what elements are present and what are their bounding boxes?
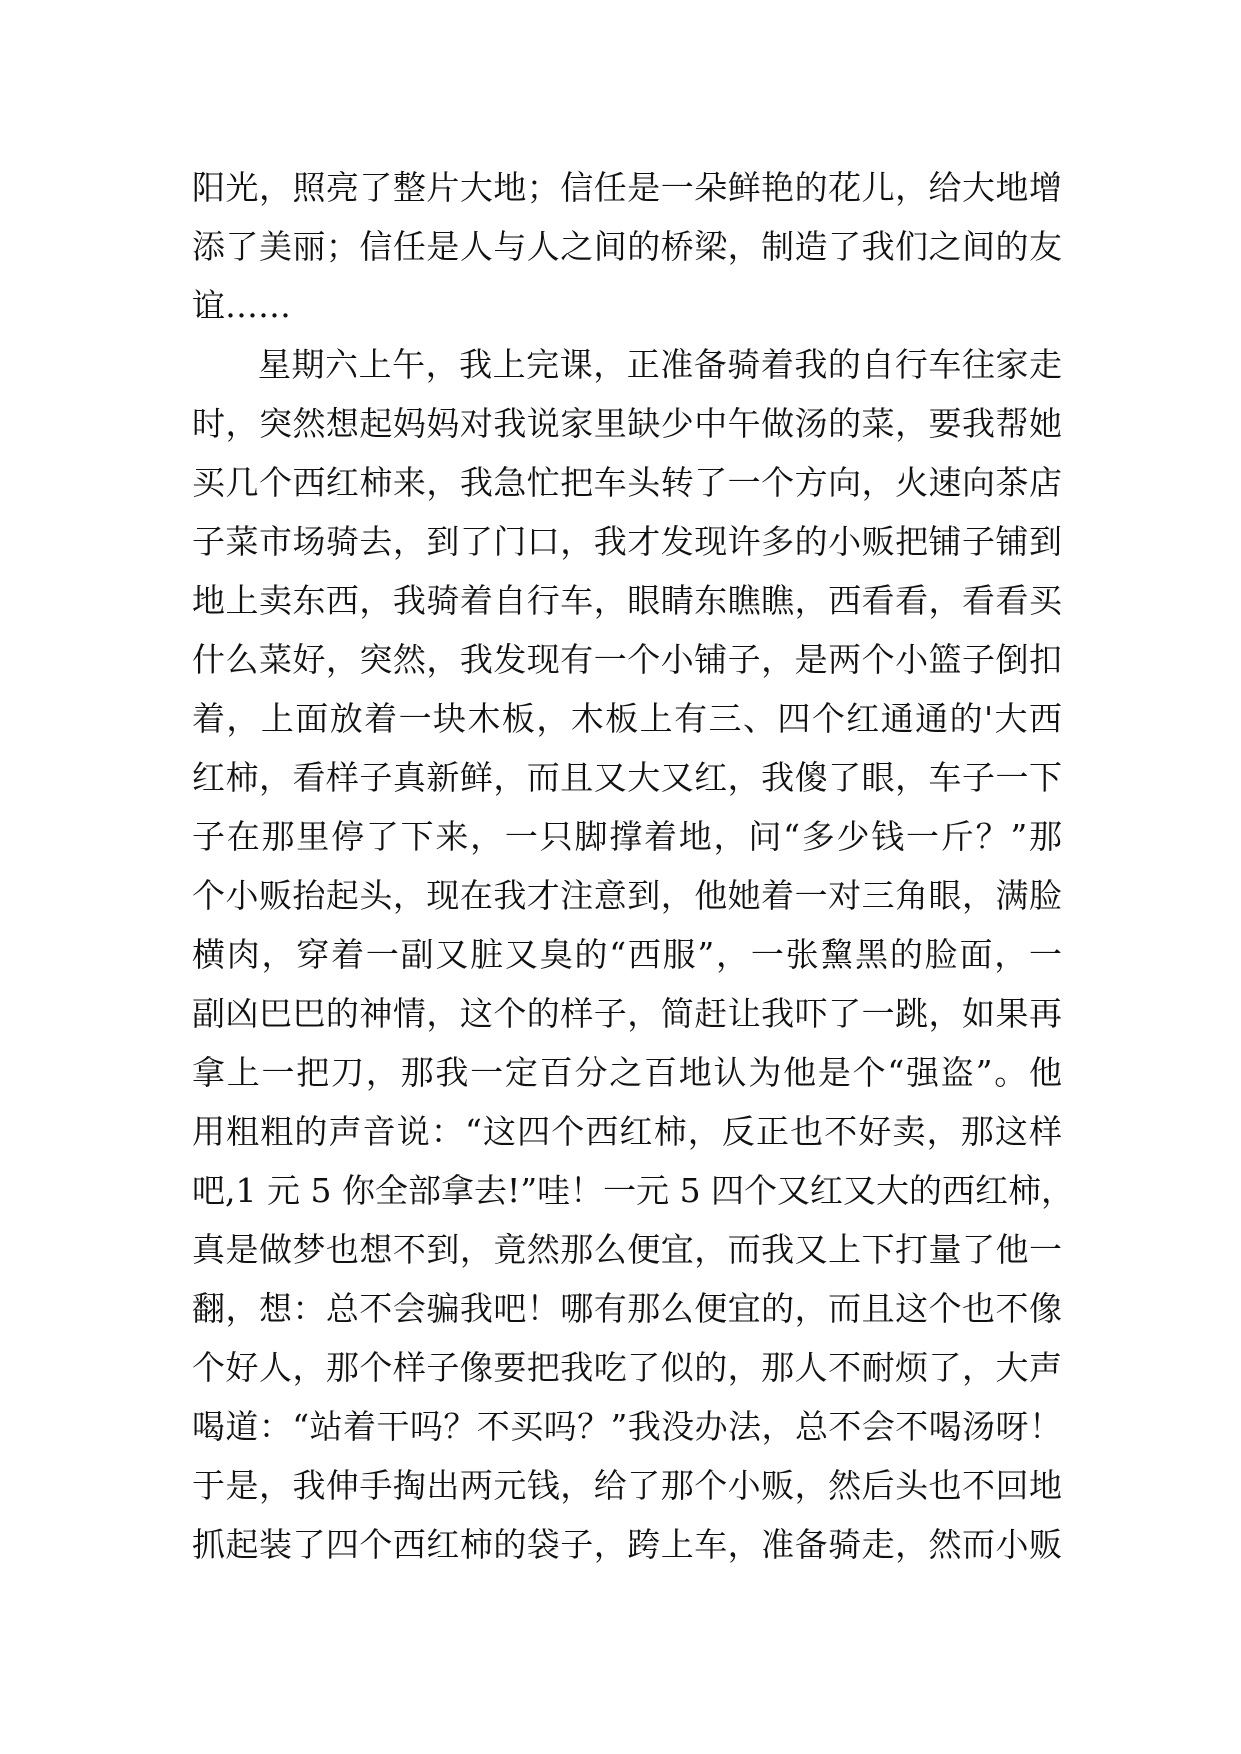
text-line: 翻，想：总不会骗我吧！哪有那么便宜的，而且这个也不像 xyxy=(192,1289,1062,1328)
text-line: 买几个西红柿来，我急忙把车头转了一个方向，火速向茶店 xyxy=(192,463,1062,502)
text-line: 喝道：“站着干吗？不买吗？”我没办法，总不会不喝汤呀！ xyxy=(192,1407,1062,1446)
text-line: 个好人，那个样子像要把我吃了似的，那人不耐烦了，大声 xyxy=(192,1348,1062,1387)
paragraph-1 xyxy=(192,158,1062,335)
text-line: 地上卖东西，我骑着自行车，眼睛东瞧瞧，西看看，看看买 xyxy=(192,581,1062,620)
text-line: 副凶巴巴的神情，这个的样子，简赶让我吓了一跳，如果再 xyxy=(192,994,1062,1033)
text-line: 子在那里停了下来，一只脚撑着地，问“多少钱一斤？”那 xyxy=(192,817,1062,856)
text-line: 星期六上午，我上完课，正准备骑着我的自行车往家走 xyxy=(258,345,1062,384)
text-line: 拿上一把刀，那我一定百分之百地认为他是个“强盗”。他 xyxy=(192,1053,1062,1092)
text-line: 子菜市场骑去，到了门口，我才发现许多的小贩把铺子铺到 xyxy=(192,522,1062,561)
text-line: 横肉，穿着一副又脏又臭的“西服”，一张黧黑的脸面，一 xyxy=(192,935,1062,974)
text-line: 时，突然想起妈妈对我说家里缺少中午做汤的菜，要我帮她 xyxy=(192,404,1062,443)
text-line: 红柿，看样子真新鲜，而且又大又红，我傻了眼，车子一下 xyxy=(192,758,1062,797)
text-line: 于是，我伸手掏出两元钱，给了那个小贩，然后头也不回地 xyxy=(192,1466,1062,1505)
document-body xyxy=(192,158,1075,1574)
text-line: 用粗粗的声音说：“这四个西红柿，反正也不好卖，那这样 xyxy=(192,1112,1062,1151)
text-line: 什么菜好，突然，我发现有一个小铺子，是两个小篮子倒扣 xyxy=(192,640,1062,679)
paragraph-2 xyxy=(192,335,1075,1574)
text-line: 添了美丽；信任是人与人之间的桥梁，制造了我们之间的友 xyxy=(192,227,1062,266)
text-line: 真是做梦也想不到，竟然那么便宜，而我又上下打量了他一 xyxy=(192,1230,1062,1269)
text-line: 抓起装了四个西红柿的袋子，跨上车，准备骑走，然而小贩 xyxy=(192,1525,1062,1564)
text-line: 着，上面放着一块木板，木板上有三、四个红通通的'大西 xyxy=(192,699,1062,738)
text-line: 阳光，照亮了整片大地；信任是一朵鲜艳的花儿，给大地增 xyxy=(192,168,1062,207)
text-line: 谊…… xyxy=(192,286,291,325)
text-line: 个小贩抬起头，现在我才注意到，他她着一对三角眼，满脸 xyxy=(192,876,1062,915)
text-line: 吧,1 元 5 你全部拿去!”哇！一元 5 四个又红又大的西红柿， xyxy=(192,1171,1075,1210)
